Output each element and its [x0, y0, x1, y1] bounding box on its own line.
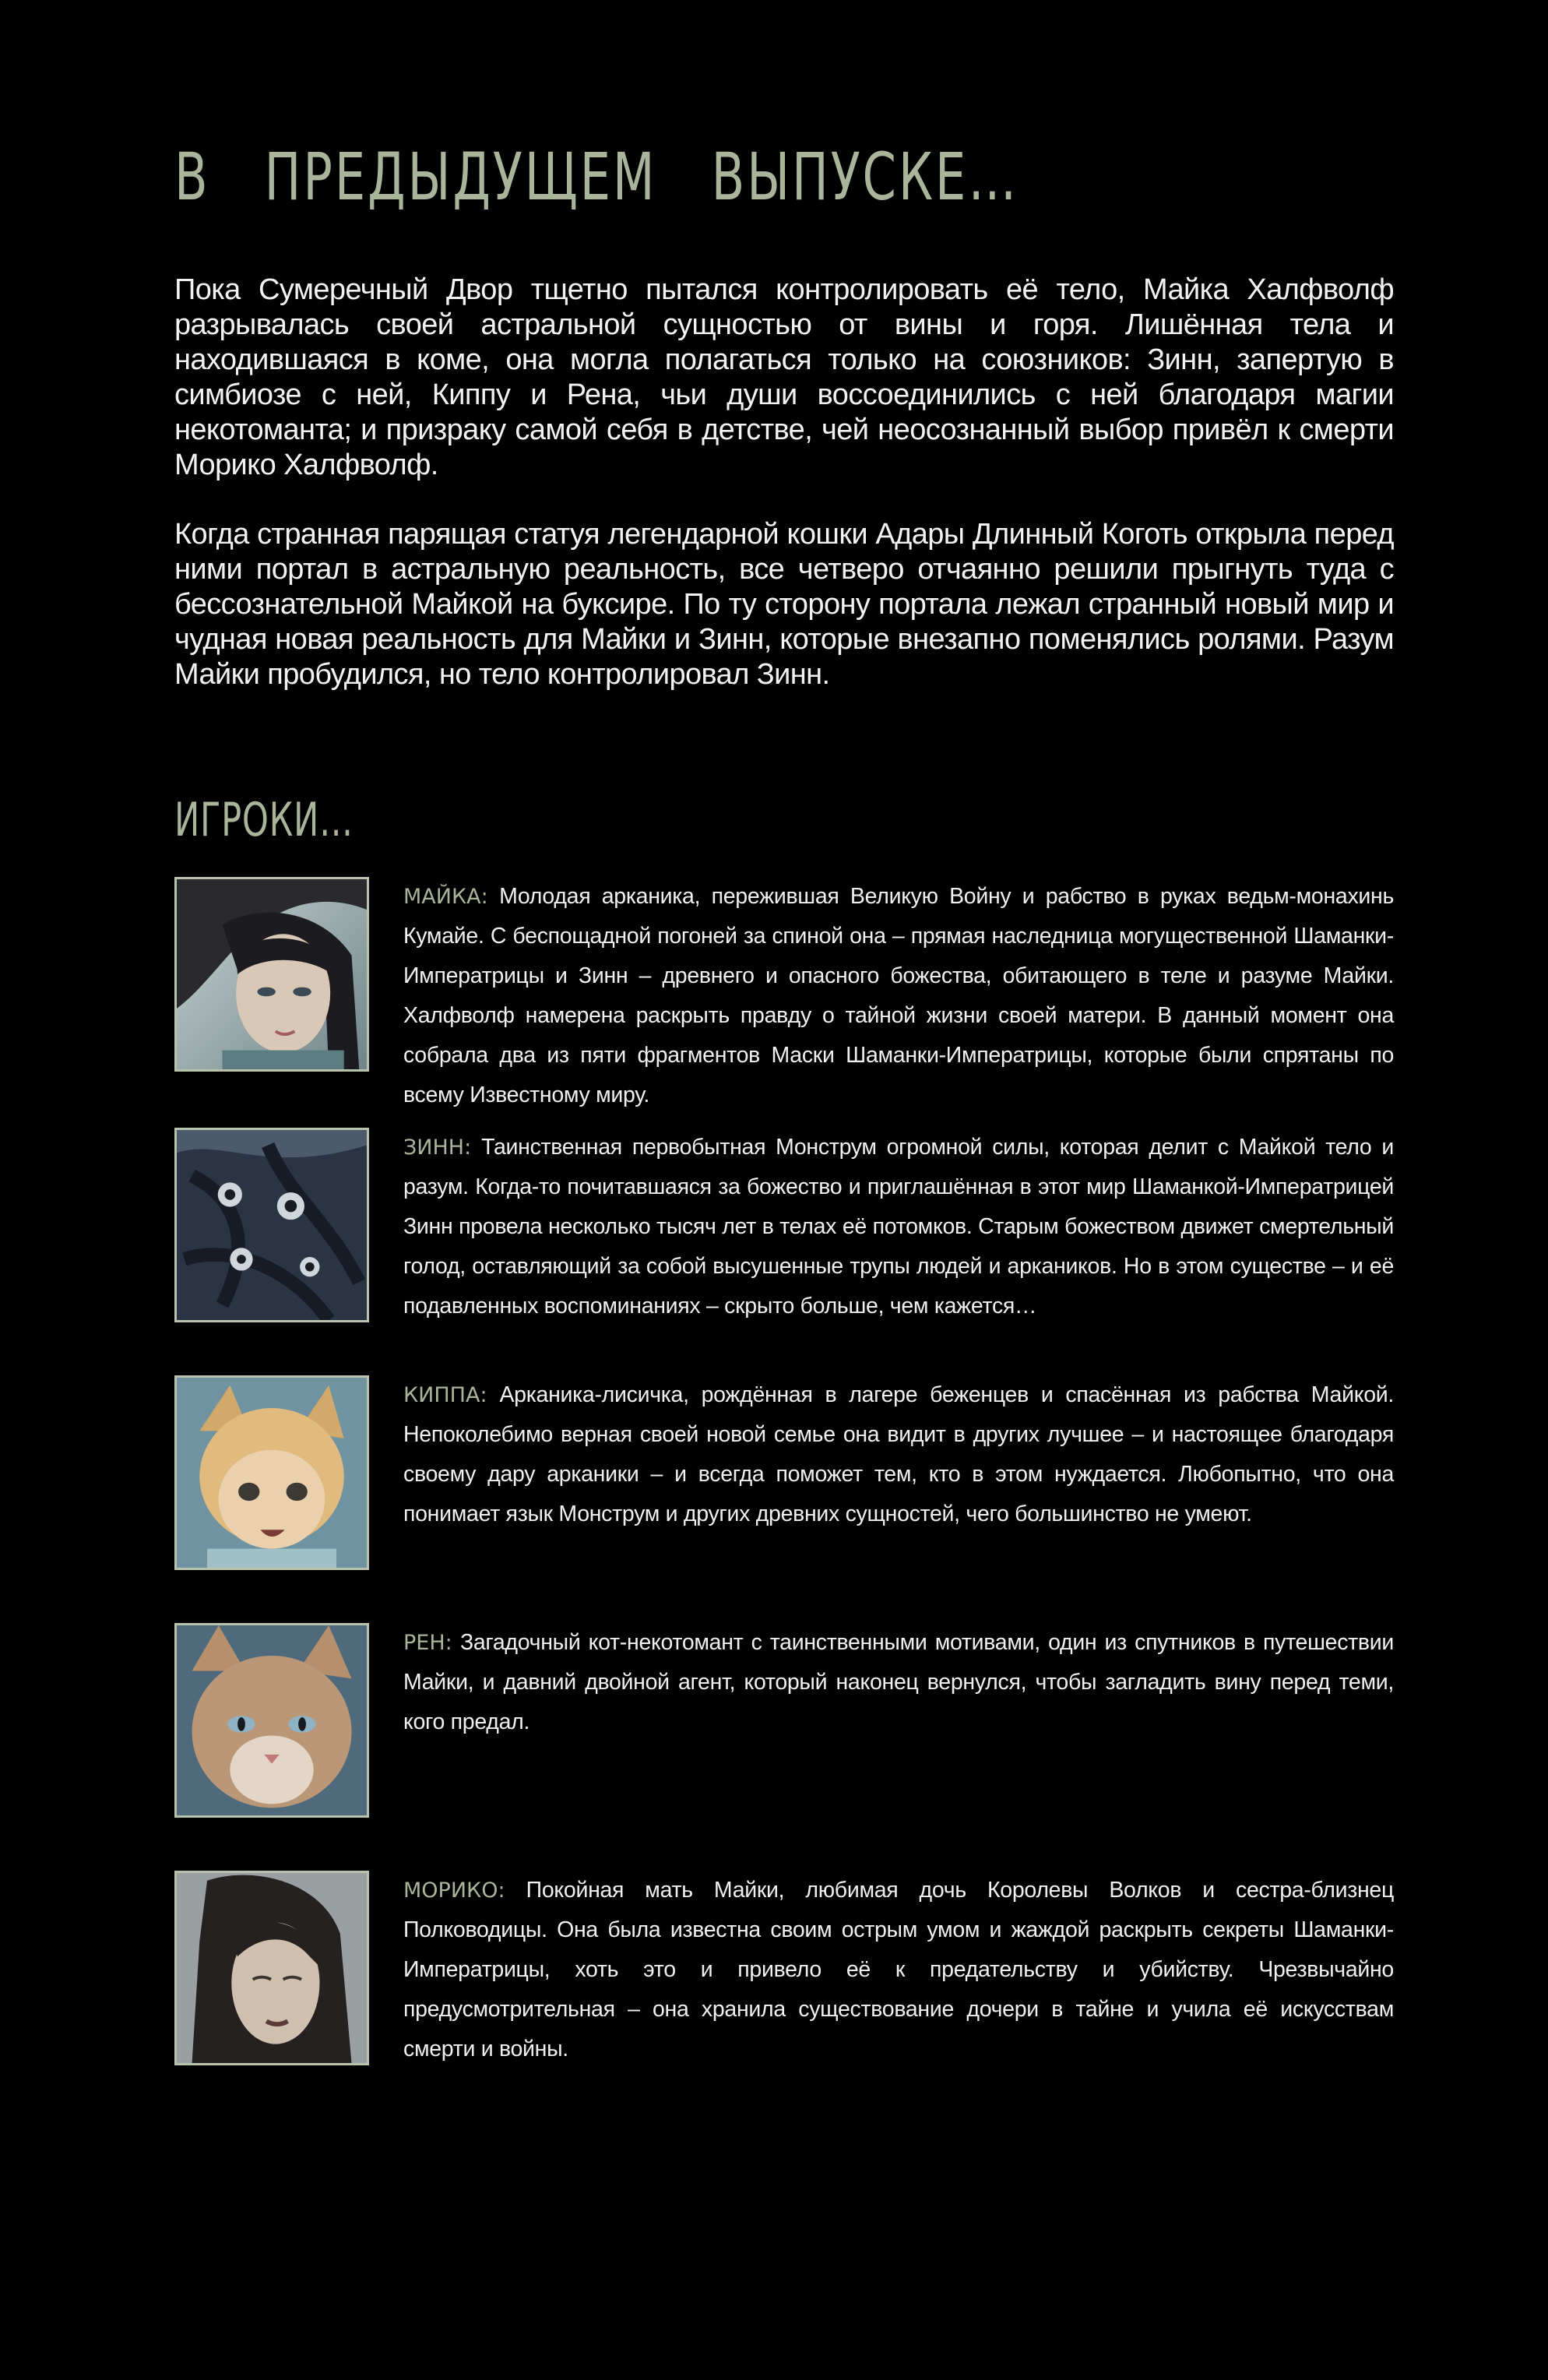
page-title: В ПРЕДЫДУЩЕМ ВЫПУСКЕ…: [174, 139, 1019, 215]
player-text-maika: Молодая арканика, пережившая Великую Войну и рабство в руках ведьм-монахинь Кумайе. С беспощадной погоней за спиной она – прямая наследница могущественной Шаманки-Императрицы и Зинн – древнего и опасного божества, обитающего в теле и разуме Майки. Халфволф намерена раскрыть правду о тайной жизни своей матери. В данный момент она собрала два из пяти фрагментов Маски Шаманки-Императрицы, которые были спрятаны по всему Известному миру.: [403, 884, 1394, 1107]
player-description-moriko: [403, 1871, 1394, 2069]
player-description-zinn: [403, 1128, 1394, 1326]
player-entry-moriko: [174, 1871, 1394, 2073]
players-heading: ИГРОКИ…: [174, 793, 354, 847]
ren-portrait-image: [177, 1625, 367, 1815]
player-name-ren: РЕН:: [403, 1631, 452, 1655]
player-text-moriko: Покойная мать Майки, любимая дочь Королевы Волков и сестра-близнец Полководицы. Она была известна своим острым умом и жаждой раскрыть секреты Шаманки-Императрицы, хоть это и привело её к предательству и убийству. Чрезвычайно предусмотрительная – она хранила существование дочери в тайне и учила её искусствам смерти и войны.: [403, 1878, 1395, 2061]
player-description-maika: [403, 877, 1394, 1115]
player-description-kippa: [403, 1375, 1394, 1534]
maika-portrait-image: [177, 879, 367, 1069]
player-entry-kippa: [174, 1375, 1394, 1578]
player-text-ren: Загадочный кот-некотомант с таинственными мотивами, один из спутников в путешествии Майки, и давний двойной агент, который наконец вернулся, чтобы загладить вину перед теми, кого предал.: [403, 1630, 1394, 1734]
recap-section: [174, 273, 1394, 727]
portrait-kippa: [174, 1375, 369, 1570]
player-text-zinn: Таинственная первобытная Монструм огромной силы, которая делит с Майкой тело и разум. Когда-то почитавшаяся за божество и приглашённая в этот мир Шаманкой-Императрицей Зинн провела несколько тысяч лет в телах её потомков. Старым божеством движет смертельный голод, оставляющий за собой высушенные трупы людей и аркаников. Но в этом существе – и её подавленных воспоминаниях – скрыто больше, чем кажется…: [403, 1135, 1395, 1319]
player-name-maika: МАЙКА:: [403, 885, 488, 909]
kippa-portrait-image: [177, 1378, 367, 1568]
recap-paragraph: Пока Сумеречный Двор тщетно пытался контролировать её тело, Майка Халфволф разрывалась своей астральной сущностью от вины и горя. Лишённая тела и находившаяся в коме, она могла полагаться только на союзников: Зинн, запертую в симбиозе с ней, Киппу и Рена, чьи души воссоединились с ней благодаря магии некотоманта; и призраку самой себя в детстве, чей неосознанный выбор привёл к смерти Морико Халфволф.: [174, 273, 1394, 481]
player-name-kippa: КИППА:: [403, 1383, 487, 1407]
portrait-ren: [174, 1623, 369, 1818]
player-name-moriko: МОРИКО:: [403, 1878, 505, 1903]
player-description-ren: [403, 1623, 1394, 1742]
recap-paragraph: Когда странная парящая статуя легендарной кошки Адары Длинный Коготь открыла перед ними портал в астральную реальность, все четверо отчаянно решили прыгнуть туда с бессознательной Майкой на буксире. По ту сторону портала лежал странный новый мир и чудная новая реальность для Майки и Зинн, которые внезапно поменялись ролями. Разум Майки пробудился, но тело контролировал Зинн.: [174, 518, 1394, 691]
player-entry-zinn: [174, 1128, 1394, 1330]
player-text-kippa: Арканика-лисичка, рождённая в лагере беженцев и спасённая из рабства Майкой. Непоколебимо верная своей новой семье она видит в других лучшее – и настоящее благодаря своему дару арканики – и всегда поможет тем, кто в этом нуждается. Любопытно, что она понимает язык Монструм и других древних сущностей, чего большинство не умеют.: [403, 1382, 1394, 1526]
player-entry-maika: [174, 877, 1394, 1107]
player-entry-ren: [174, 1623, 1394, 1825]
moriko-portrait-image: [177, 1873, 367, 2063]
portrait-maika: [174, 877, 369, 1072]
zinn-portrait-image: [177, 1130, 367, 1320]
portrait-moriko: [174, 1871, 369, 2065]
portrait-zinn: [174, 1128, 369, 1322]
player-name-zinn: ЗИНН:: [403, 1135, 472, 1160]
